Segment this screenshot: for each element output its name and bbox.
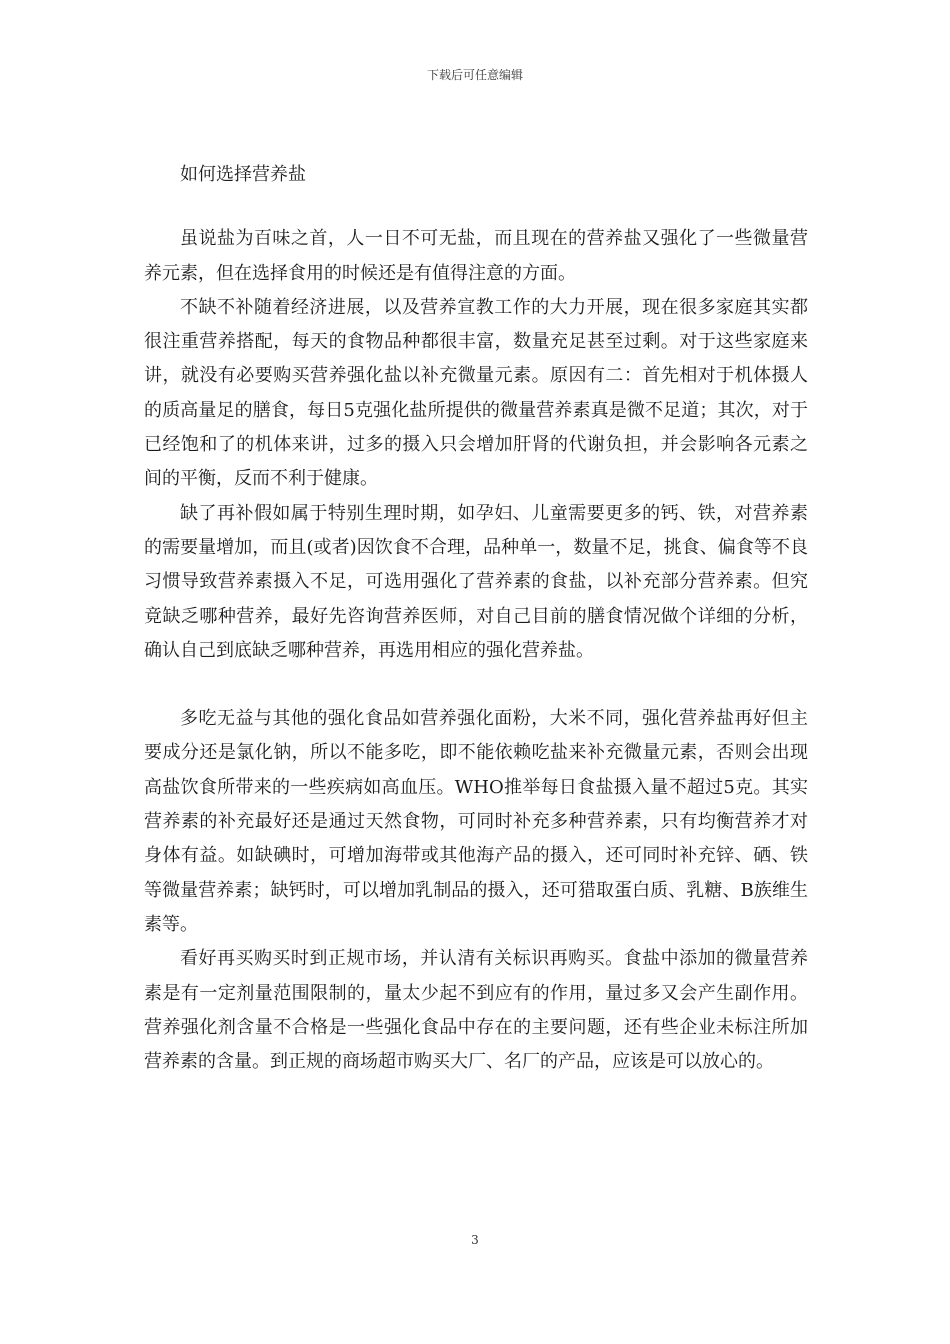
- paragraph-buying: 看好再买购买时到正规市场，并认清有关标识再购买。食盐中添加的微量营养素是有一定剂量范围限制的，量太少起不到应有的作用，量过多又会产生副作用。营养强化剂含量不合格是一些强化食品中存在的主要问题，还有些企业未标注所加营养素的含量。到正规的商场超市购买大厂、名厂的产品，应该是可以放心的。: [144, 948, 808, 1073]
- paragraph-deficiency: 缺了再补假如属于特别生理时期，如孕妇、儿童需要更多的钙、铁，对营养素的需要量增加，而且(或者)因饮食不合理，品种单一，数量不足，挑食、偏食等不良习惯导致营养素摄入不足，可选用强化了营养素的食盐，以补充部分营养素。但究竟缺乏哪种营养，最好先咨询营养医师，对自己目前的膳食情况做个详细的分析，确认自己到底缺乏哪种营养，再选用相应的强化营养盐。: [144, 502, 808, 661]
- paragraph-moderation: 多吃无益与其他的强化食品如营养强化面粉，大米不同，强化营养盐再好但主要成分还是氯化钠，所以不能多吃，即不能依赖吃盐来补充微量元素，否则会出现高盐饮食所带来的一些疾病如高血压。WHO推举每日食盐摄入量不超过5克。其实营养素的补充最好还是通过天然食物，可同时补充多种营养素，只有均衡营养才对身体有益。如缺碘时，可增加海带或其他海产品的摄入，还可同时补充锌、硒、铁等微量营养素；缺钙时，可以增加乳制品的摄入，还可猎取蛋白质、乳糖、B族维生素等。: [144, 708, 808, 935]
- article-title: 如何选择营养盐: [180, 164, 306, 185]
- paragraph-no-deficiency: 不缺不补随着经济进展，以及营养宣教工作的大力开展，现在很多家庭其实都很注重营养搭配，每天的食物品种都很丰富，数量充足甚至过剩。对于这些家庭来讲，就没有必要购买营养强化盐以补充微量元素。原因有二：首先相对于机体摄人的质高量足的膳食，每日5克强化盐所提供的微量营养素真是微不足道；其次，对于已经饱和了的机体来讲，过多的摄入只会增加肝肾的代谢负担，并会影响各元素之间的平衡，反而不利于健康。: [144, 296, 808, 490]
- page-number: 3: [471, 1233, 479, 1247]
- paragraph-intro: 虽说盐为百味之首，人一日不可无盐，而且现在的营养盐又强化了一些微量营养元素，但在选择食用的时候还是有值得注意的方面。: [144, 228, 808, 284]
- article-body: [144, 158, 808, 1079]
- paragraph-spacer: [144, 668, 808, 702]
- page-header: 下载后可任意编辑: [426, 68, 523, 82]
